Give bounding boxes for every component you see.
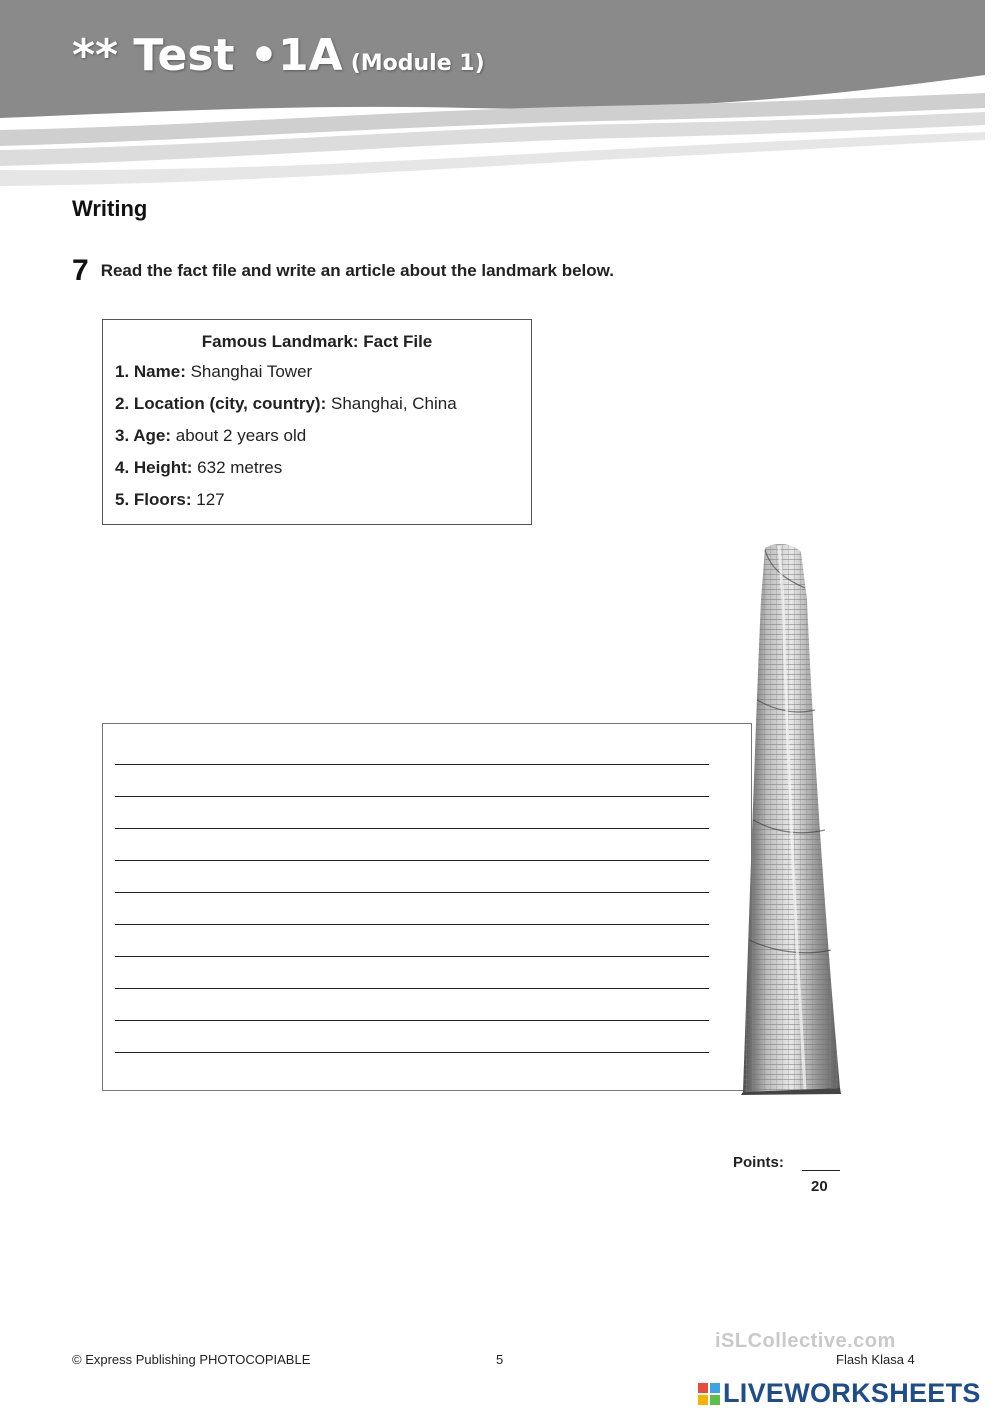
- fact-item-floors: [115, 490, 225, 510]
- footer-book-title: Flash Klasa 4: [836, 1352, 915, 1367]
- answer-line-9[interactable]: [115, 1020, 709, 1021]
- writing-area[interactable]: [102, 723, 752, 1091]
- liveworksheets-grid-icon: [698, 1383, 720, 1405]
- task-text: Read the fact file and write an article about the landmark below.: [100, 261, 614, 280]
- fact-value: about 2 years old: [171, 426, 307, 445]
- fact-item-name: [115, 362, 312, 382]
- test-title-module: (Module 1): [350, 51, 485, 76]
- section-title: Writing: [72, 196, 148, 221]
- footer-copyright: © Express Publishing PHOTOCOPIABLE: [72, 1352, 311, 1367]
- islcollective-watermark: iSLCollective.com: [715, 1330, 896, 1352]
- fact-item-height: [115, 458, 282, 478]
- answer-line-4[interactable]: [115, 860, 709, 861]
- shanghai-tower-image: [735, 540, 850, 1095]
- fact-value: Shanghai, China: [326, 394, 457, 413]
- fact-value: 127: [191, 490, 225, 509]
- fact-label: 4. Height:: [115, 458, 193, 477]
- answer-line-10[interactable]: [115, 1052, 709, 1053]
- answer-line-3[interactable]: [115, 828, 709, 829]
- footer-page-number: 5: [496, 1352, 504, 1367]
- answer-line-6[interactable]: [115, 924, 709, 925]
- task-number: 7: [72, 254, 89, 287]
- fact-label: 5. Floors:: [115, 490, 192, 509]
- fact-file-title: Famous Landmark: Fact File: [201, 332, 433, 351]
- fact-value: 632 metres: [192, 458, 283, 477]
- test-title: [72, 30, 485, 81]
- fact-item-location: [115, 394, 457, 414]
- fact-file-box: [102, 319, 532, 525]
- fact-label: 1. Name:: [115, 362, 186, 381]
- answer-line-8[interactable]: [115, 988, 709, 989]
- fact-value: Shanghai Tower: [185, 362, 313, 381]
- liveworksheets-logo: [698, 1378, 981, 1408]
- fact-item-age: [115, 426, 306, 446]
- task-instruction: [72, 254, 614, 288]
- answer-line-1[interactable]: [115, 764, 709, 765]
- fact-label: 3. Age:: [115, 426, 172, 445]
- points-total: 20: [811, 1178, 828, 1195]
- answer-line-7[interactable]: [115, 956, 709, 957]
- test-title-main: ** Test •1A: [72, 30, 343, 81]
- points-label: Points:: [733, 1154, 784, 1171]
- answer-line-5[interactable]: [115, 892, 709, 893]
- liveworksheets-text: LIVEWORKSHEETS: [723, 1378, 981, 1408]
- points-blank[interactable]: [802, 1170, 840, 1171]
- fact-label: 2. Location (city, country):: [115, 394, 327, 413]
- answer-line-2[interactable]: [115, 796, 709, 797]
- header-band: [0, 0, 1000, 190]
